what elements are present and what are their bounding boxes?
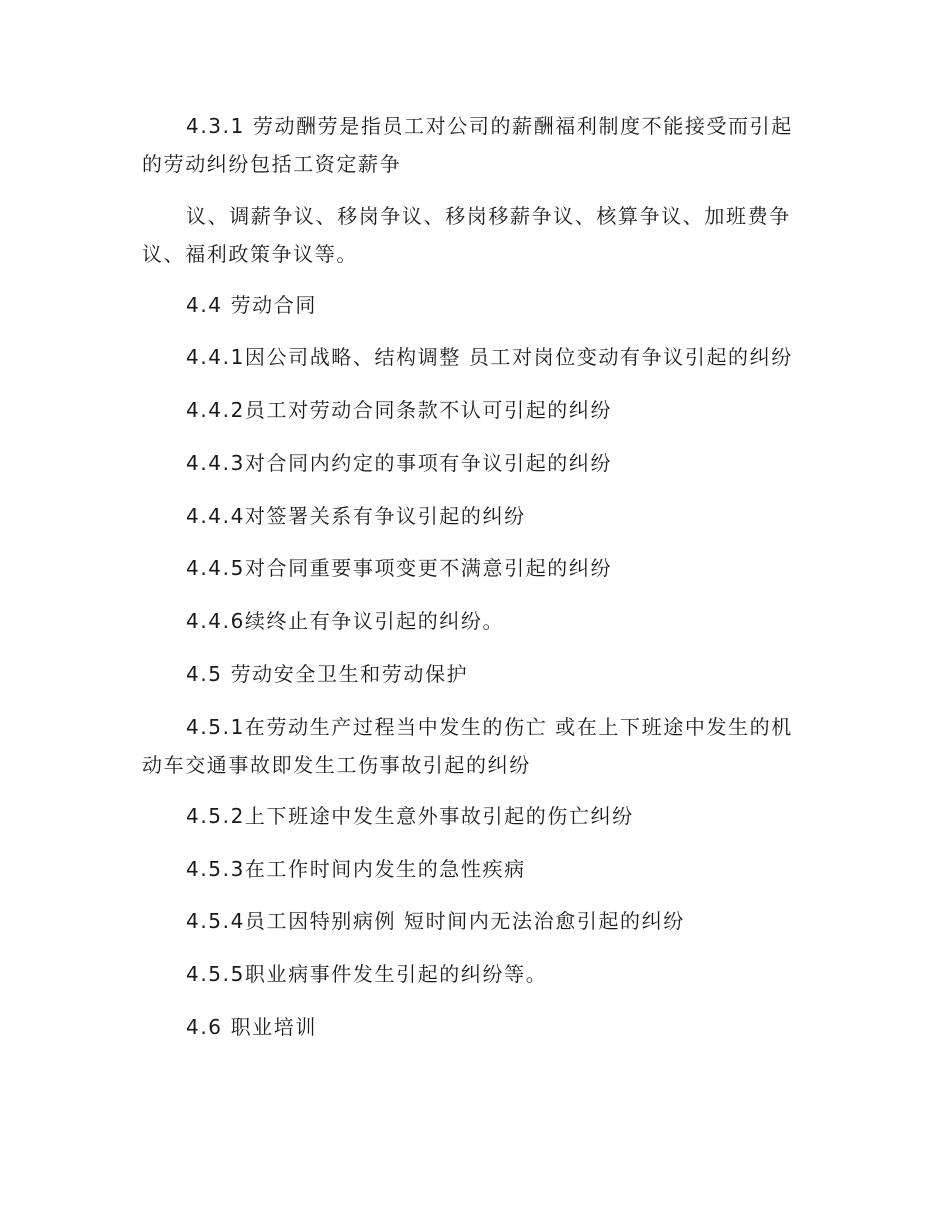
paragraph-4-5-5: 4.5.5职业病事件发生引起的纠纷等。 bbox=[186, 962, 548, 986]
section-heading-4-4: 4.4 劳动合同 bbox=[186, 293, 317, 317]
paragraph-4-5-4: 4.5.4员工因特别病例 短时间内无法治愈引起的纠纷 bbox=[186, 909, 685, 933]
paragraph-4-3-1: 4.3.1 劳动酬劳是指员工对公司的薪酬福利制度不能接受而引起的劳动纠纷包括工资定薪争 bbox=[142, 114, 793, 176]
section-heading-4-6: 4.6 职业培训 bbox=[186, 1015, 317, 1039]
paragraph-4-5-2: 4.5.2上下班途中发生意外事故引起的伤亡纠纷 bbox=[186, 804, 634, 828]
paragraph-4-4-6: 4.4.6续终止有争议引起的纠纷。 bbox=[186, 609, 505, 633]
paragraph-4-3-1-continued: 议、调薪争议、移岗争议、移岗移薪争议、核算争议、加班费争议、福利政策争议等。 bbox=[142, 204, 791, 266]
paragraph-4-4-5: 4.4.5对合同重要事项变更不满意引起的纠纷 bbox=[186, 556, 613, 580]
paragraph-4-4-1: 4.4.1因公司战略、结构调整 员工对岗位变动有争议引起的纠纷 bbox=[186, 345, 793, 369]
paragraph-4-4-2: 4.4.2员工对劳动合同条款不认可引起的纠纷 bbox=[186, 398, 613, 422]
paragraph-4-4-4: 4.4.4对签署关系有争议引起的纠纷 bbox=[186, 504, 526, 528]
section-heading-4-5: 4.5 劳动安全卫生和劳动保护 bbox=[186, 662, 469, 686]
paragraph-4-5-1: 4.5.1在劳动生产过程当中发生的伤亡 或在上下班途中发生的机动车交通事故即发生工伤事故引起的纠纷 bbox=[142, 715, 793, 777]
paragraph-4-4-3: 4.4.3对合同内约定的事项有争议引起的纠纷 bbox=[186, 451, 613, 475]
paragraph-4-5-3: 4.5.3在工作时间内发生的急性疾病 bbox=[186, 857, 526, 881]
